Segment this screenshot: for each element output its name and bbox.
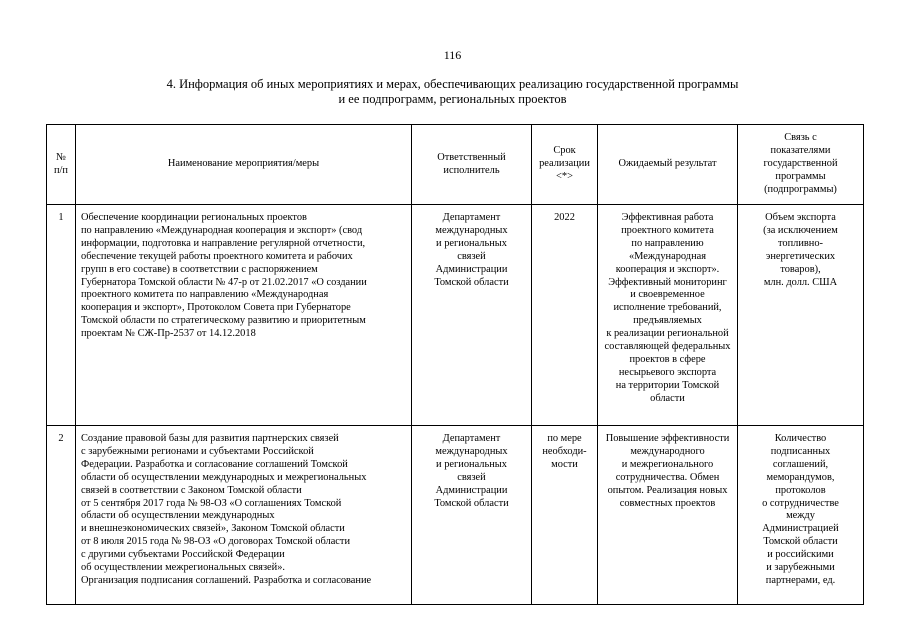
text-line: кооперация и экспорт», Протоколом Совета при Губернаторе xyxy=(81,302,351,314)
text-line: области об осуществлении международных и межрегиональных xyxy=(81,471,367,483)
text-line: между xyxy=(786,510,815,522)
text-line: кооперация и экспорт». xyxy=(615,263,720,275)
text-line: показателями xyxy=(770,145,831,157)
text-line: опытом. Реализация новых xyxy=(607,484,728,496)
row-term xyxy=(532,205,598,426)
text-line: обеспечение текущей работы проектного комитета и рабочих xyxy=(81,250,353,262)
section-title xyxy=(100,77,805,107)
text-line: реализации xyxy=(539,158,590,170)
text-line: Повышение эффективности xyxy=(605,433,730,444)
row-term xyxy=(532,426,598,605)
text-line: необходи- xyxy=(542,445,587,457)
text-line: Губернатора Томской области № 47-р от 21.02.2017 «О создании xyxy=(81,276,367,288)
text-line: и региональных xyxy=(436,237,507,249)
text-line: соглашений, xyxy=(772,458,829,470)
header-link xyxy=(738,125,864,205)
text-line: Федерации. Разработка и согласование соглашений Томской xyxy=(81,458,348,470)
text-line: Организация подписания соглашений. Разработка и согласование xyxy=(81,574,372,586)
text-line: с другими субъектами Российской Федерации xyxy=(81,549,285,561)
table-row xyxy=(47,205,864,426)
text-line: исполнитель xyxy=(443,164,500,176)
text-line: по мере xyxy=(547,433,582,444)
text-line: млн. долл. США xyxy=(763,276,838,288)
text-line: по направлению «Международная кооперация и экспорт» (свод xyxy=(81,224,363,236)
text-line: области xyxy=(650,392,685,404)
text-line: Ответственный xyxy=(437,151,506,163)
row-measure-name xyxy=(76,205,412,426)
text-line: на территории Томской xyxy=(615,379,720,391)
text-line: о сотрудничестве xyxy=(762,497,839,509)
text-line: «Международная xyxy=(628,250,707,262)
text-line: и межрегионального xyxy=(621,458,714,470)
text-line: предъявляемых xyxy=(633,315,702,327)
text-line: Связь с xyxy=(784,132,817,144)
text-line: групп в его составе) в соответствии с распоряжением xyxy=(81,263,318,275)
text-line: топливно- xyxy=(777,237,824,249)
text-line: связей xyxy=(457,471,486,483)
text-line: об осуществлении межрегиональных связей». xyxy=(81,562,286,574)
text-line: по направлению xyxy=(631,237,704,249)
text-line: мости xyxy=(551,458,578,470)
text-line: к реализации региональной xyxy=(606,328,729,340)
text-line: совместных проектов xyxy=(619,497,716,509)
text-line: (подпрограммы) xyxy=(764,183,837,195)
text-line: международных xyxy=(435,224,508,236)
text-line: Эффективная работа xyxy=(621,212,714,223)
text-line: проектного комитета xyxy=(621,224,714,236)
row-expected-result xyxy=(598,205,738,426)
text-line: с зарубежными регионами и субъектами Российской xyxy=(81,445,314,457)
text-line: Департамент xyxy=(442,433,501,444)
header-name xyxy=(76,125,412,205)
row-indicator-link xyxy=(738,205,864,426)
row-executor xyxy=(412,426,532,605)
text-line: проектам № СЖ-Пр-2537 от 14.12.2018 xyxy=(81,328,256,340)
section-title-line-2: и ее подпрограмм, региональных проектов xyxy=(338,92,567,106)
text-line: Администрации xyxy=(435,484,508,496)
text-line: Срок xyxy=(553,145,576,157)
text-line: сотрудничества. Обмен xyxy=(615,471,720,483)
table-header-row xyxy=(47,125,864,205)
header-num xyxy=(47,125,76,205)
text-line: от 5 сентября 2017 года № 98-ОЗ «О соглашениях Томской xyxy=(81,497,342,509)
text-line: составляющей федеральных xyxy=(604,341,731,353)
text-line: Департамент xyxy=(442,212,501,223)
text-line: и российскими xyxy=(767,549,834,561)
text-line: Ожидаемый результат xyxy=(618,158,717,170)
text-line: Создание правовой базы для развития партнерских связей xyxy=(81,433,339,444)
text-line: и своевременное xyxy=(630,289,705,301)
text-line: Томской области по стратегическому развитию и приоритетным xyxy=(81,315,366,327)
text-line: Администрацией xyxy=(762,523,839,535)
text-line: Томской области xyxy=(763,536,838,548)
text-line: Томской области xyxy=(434,276,509,288)
text-line: Наименование мероприятия/меры xyxy=(167,158,320,170)
text-line: п/п xyxy=(53,164,68,176)
text-line: исполнение требований, xyxy=(613,302,722,314)
row-num: 1 xyxy=(47,205,76,426)
text-line: <*> xyxy=(556,170,573,182)
row-executor xyxy=(412,205,532,426)
header-result xyxy=(598,125,738,205)
table-row xyxy=(47,426,864,605)
text-line: Эффективный мониторинг xyxy=(608,276,727,288)
header-executor xyxy=(412,125,532,205)
text-line: несырьевого экспорта xyxy=(618,366,717,378)
row-indicator-link xyxy=(738,426,864,605)
text-line: товаров), xyxy=(780,263,821,275)
text-line: связей в соответствии с Законом Томской области xyxy=(81,484,302,496)
text-line: Обеспечение координации региональных проектов xyxy=(81,212,307,223)
text-line: меморандумов, xyxy=(766,471,835,483)
row-expected-result xyxy=(598,426,738,605)
text-line: и внешнеэкономических связей», Законом Томской области xyxy=(81,523,345,535)
text-line: международного xyxy=(630,445,705,457)
text-line: международных xyxy=(435,445,508,457)
text-line: подписанных xyxy=(770,445,831,457)
text-line: 2022 xyxy=(554,212,575,223)
row-num: 2 xyxy=(47,426,76,605)
measures-table xyxy=(46,124,864,605)
text-line: от 8 июля 2015 года № 98-ОЗ «О договорах Томской области xyxy=(81,536,351,548)
text-line: проектного комитета по направлению «Международная xyxy=(81,289,329,301)
text-line: № xyxy=(56,151,66,163)
text-line: Томской области xyxy=(434,497,509,509)
row-measure-name xyxy=(76,426,412,605)
text-line: связей xyxy=(457,250,486,262)
section-title-line-1: 4. Информация об иных мероприятиях и мерах, обеспечивающих реализацию государственной программы xyxy=(166,77,739,91)
text-line: партнерами, ед. xyxy=(765,574,836,586)
text-line: и региональных xyxy=(436,458,507,470)
text-line: области об осуществлении международных xyxy=(81,510,275,522)
header-term xyxy=(532,125,598,205)
text-line: проектов в сфере xyxy=(629,353,706,365)
text-line: информации, подготовка и направление регулярной отчетности, xyxy=(81,237,366,249)
page-number: 116 xyxy=(443,48,462,62)
text-line: (за исключением xyxy=(763,224,838,236)
text-line: протоколов xyxy=(775,484,826,496)
text-line: государственной xyxy=(763,158,838,170)
text-line: энергетических xyxy=(765,250,836,262)
text-line: программы xyxy=(775,170,826,182)
text-line: Объем экспорта xyxy=(765,212,836,223)
text-line: и зарубежными xyxy=(766,562,835,574)
text-line: Количество xyxy=(774,433,827,444)
text-line: Администрации xyxy=(435,263,508,275)
